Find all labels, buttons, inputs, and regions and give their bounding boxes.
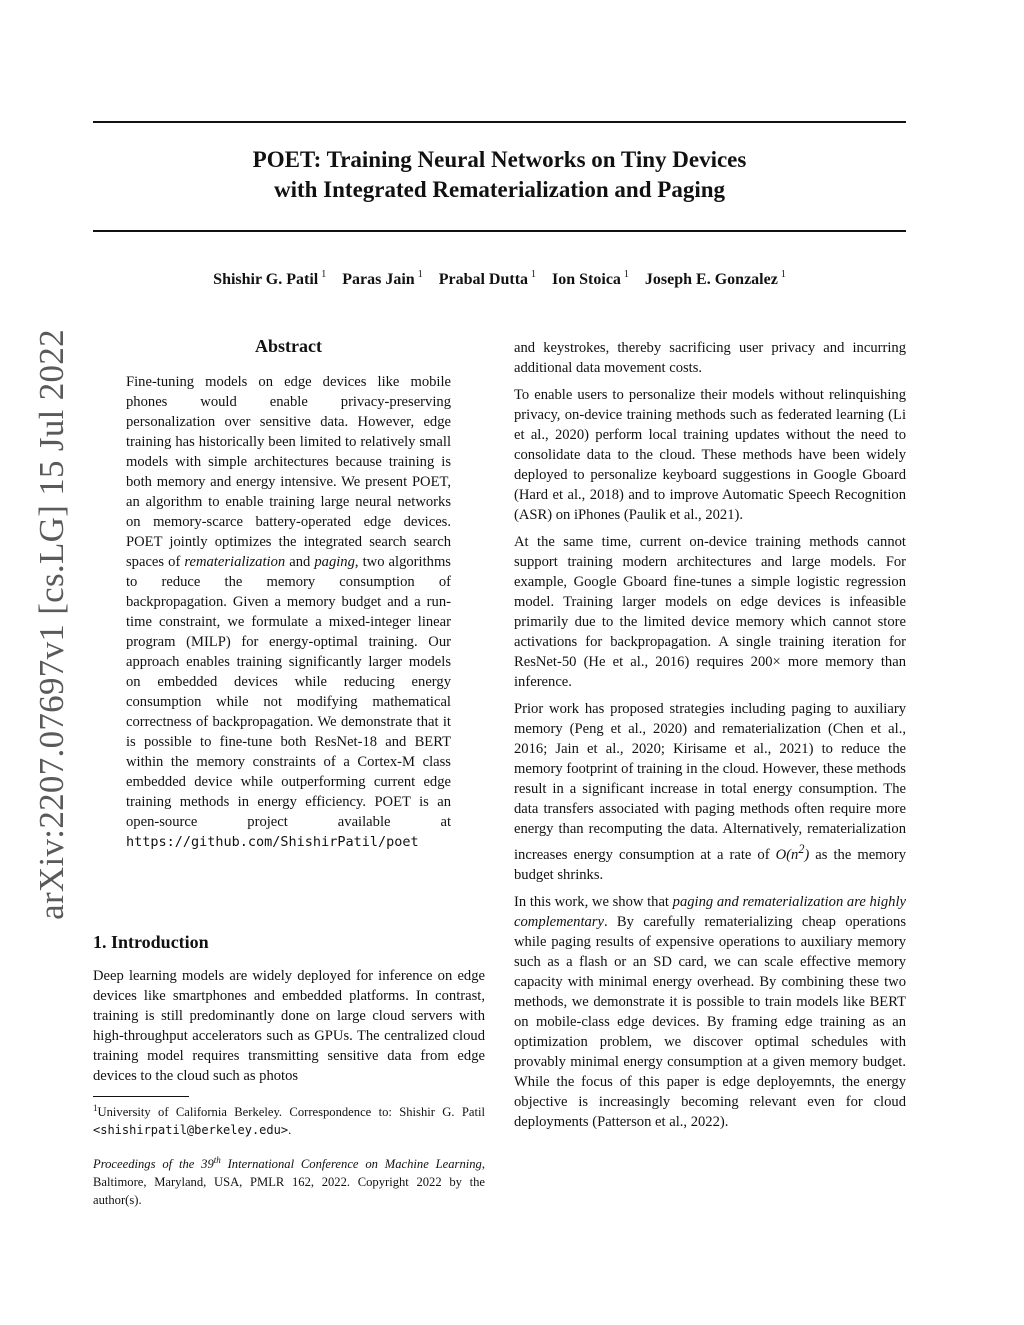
body-paragraph: In this work, we show that paging and rematerialization are highly complementary. By carefully rematerializing cheap operations while paging results of expensive operations to auxiliary memory such as a flash or an SD card, we can scale effective memory capacity with minimal energy overhead. By combining these two methods, we demonstrate it is possible to train models like BERT on mobile-class edge devices. By framing edge training as an optimization problem, we discover optimal schedules with provably minimal energy consumption at a given memory budget. While the focus of this paper is edge deployemnts, the energy objective is increasingly becoming relevant even for cloud deployments (Patterson et al., 2022). <box>514 893 906 1130</box>
footnote-rule <box>93 1096 189 1097</box>
right-column <box>514 338 906 1139</box>
title-top-rule <box>93 121 906 123</box>
arxiv-identifier: arXiv:2207.07697v1 [cs.LG] 15 Jul 2022 <box>32 329 71 920</box>
author-list <box>93 265 906 291</box>
body-paragraph: Prior work has proposed strategies including paging to auxiliary memory (Peng et al., 2020) and rematerialization (Chen et al., 2016; Jain et al., 2020; Kirisame et al., 2021) to reduce the memory footprint of training in the cloud. However, these methods result in a significant increase in total energy consumption. The data transfers associated with paging methods often require more energy than recomputing the data. Alternatively, rematerialization increases energy consumption at a rate of $O(n^2)$ as the memory budget shrinks. <box>514 701 906 883</box>
paper-title <box>93 145 906 205</box>
body-paragraph: and keystrokes, thereby sacrificing user privacy and incurring additional data movement costs. <box>514 340 906 376</box>
repo-link[interactable]: https://github.com/ShishirPatil/poet <box>126 834 419 850</box>
complexity-formula: $O(n^2)$ <box>775 842 810 863</box>
author-email[interactable]: <shishirpatil@berkeley.edu> <box>93 1123 289 1138</box>
author: Paras Jain $^1$ <box>342 269 423 289</box>
affiliation-footnote: $^1$University of California Berkeley. Correspondence to: Shishir G. Patil <shishirpatil@berkeley.edu>. <box>93 1103 485 1138</box>
title-line-1: POET: Training Neural Networks on Tiny Devices <box>252 147 747 172</box>
author: Joseph E. Gonzalez $^1$ <box>644 269 786 289</box>
section-heading-introduction: 1. Introduction <box>93 932 209 952</box>
title-bottom-rule <box>93 230 906 232</box>
author: Ion Stoica $^1$ <box>552 269 629 289</box>
abstract-body: Fine-tuning models on edge devices like mobile phones would enable privacy-preserving personalization over sensitive data. However, edge training has historically been limited to relatively small models with simple architectures because training is both memory and energy intensive. We present POET, an algorithm to enable training large neural networks on memory-scarce battery-operated edge devices. POET jointly optimizes the integrated search search spaces of rematerialization and paging, two algorithms to reduce the memory consumption of backpropagation. Given a memory budget and a run-time constraint, we formulate a mixed-integer linear program (MILP) for energy-optimal training. Our approach enables training significantly larger models on embedded devices while reducing energy consumption while not modifying mathematical correctness of backpropagation. We demonstrate that it is possible to fine-tune both ResNet-18 and BERT within the memory constraints of a Cortex-M class embedded device while outperforming current edge training methods in energy efficiency. POET is an open-source project available at https://github.com/ShishirPatil/poet <box>126 374 451 850</box>
intro-paragraph: Deep learning models are widely deployed for inference on edge devices like smartphones and embedded platforms. In contrast, training is still predominantly done on large cloud servers with high-throughput accelerators such as GPUs. The centralized cloud training model requires transmitting sensitive data from edge devices to the cloud such as photos <box>93 968 485 1084</box>
abstract-heading: Abstract <box>255 336 322 356</box>
author: Prabal Dutta $^1$ <box>438 269 537 289</box>
proceedings-note: Proceedings of the 39th International Conference on Machine Learning, Baltimore, Maryland, USA, PMLR 162, 2022. Copyright 2022 by the author(s). <box>93 1155 485 1208</box>
author: Shishir G. Patil $^1$ <box>213 269 327 289</box>
title-line-2: with Integrated Rematerialization and Paging <box>273 177 725 202</box>
body-paragraph: At the same time, current on-device training methods cannot support training modern architectures and large models. For example, Google Gboard fine-tunes a simple logistic regression model. Training larger models on edge devices is infeasible primarily due to the limited device memory which cannot store activations for backpropagation. A single training iteration for ResNet-50 (He et al., 2016) requires 200× more memory than inference. <box>514 534 906 690</box>
body-paragraph: To enable users to personalize their models without relinquishing privacy, on-device training methods such as federated learning (Li et al., 2020) perform local training updates without the need to consolidate data to the cloud. These methods have been widely deployed to personalize keyboard suggestions in Google Gboard (Hard et al., 2018) and to improve Automatic Speech Recognition (ASR) on iPhones (Paulik et al., 2021). <box>514 387 906 523</box>
